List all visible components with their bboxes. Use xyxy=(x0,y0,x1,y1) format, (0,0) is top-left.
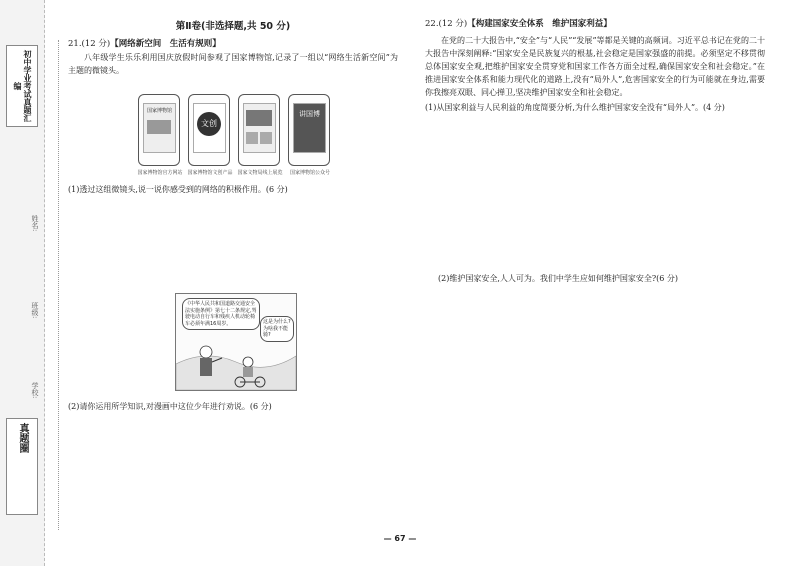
phone-2-screen-text: 文创 xyxy=(197,112,221,136)
cut-line xyxy=(58,40,59,530)
q21-subquestion-2: (2)请你运用所学知识,对漫画中这位少年进行劝说。(6 分) xyxy=(68,402,272,411)
q21-number: 21. xyxy=(68,39,82,49)
cartoon-bubble-right: 这是为什么?为啥我不能骑? xyxy=(260,316,294,342)
phone-2-caption: 国家博物馆文创产品 xyxy=(187,170,233,176)
label-class: 班级: xyxy=(31,302,39,319)
phone-4 xyxy=(288,94,330,176)
phone-4-screen-text: 讲国博 xyxy=(299,110,320,118)
phone-1-caption: 国家博物馆官方网站 xyxy=(137,170,183,176)
q21-heading xyxy=(68,38,398,51)
phone-2 xyxy=(187,94,233,176)
publisher-logo-text-bottom: 真题圈 xyxy=(17,423,28,453)
left-column xyxy=(68,18,398,77)
publisher-logo-text: 初中学业考试真题汇编 xyxy=(13,50,32,122)
q21-intro: 八年级学生乐乐利用国庆放假时间参观了国家博物馆,记录了一组以“网络生活新空间”为主题的微镜头。 xyxy=(68,53,398,75)
q21-subquestion-1: (1)透过这组微镜头,说一说你感受到的网络的积极作用。(6 分) xyxy=(68,185,288,194)
q22-points: (12 分) xyxy=(438,19,468,29)
q21-topic: 【网络新空间 生活有规则】 xyxy=(110,39,221,49)
label-school: 学校: xyxy=(31,382,39,399)
cartoon-bubble-left: 《中华人民共和国道路交通安全法实施条例》第七十二条规定,驾驶电动自行车和残疾人机动轮椅车必须年满16周岁。 xyxy=(182,298,260,330)
section-title: 第Ⅱ卷(非选择题,共 50 分) xyxy=(175,21,291,32)
label-name: 姓名: xyxy=(31,215,39,232)
phone-1 xyxy=(137,94,183,176)
cartoon-illustration xyxy=(175,293,297,391)
q22-number: 22. xyxy=(425,19,439,29)
phone-1-screen-text: 国家博物馆 xyxy=(146,108,172,114)
phone-3-caption: 国家文物局线上展览 xyxy=(237,170,283,176)
phone-4-caption: 国家博物馆公众号 xyxy=(289,170,330,176)
cartoon-drawing xyxy=(176,294,296,390)
q21-points: (12 分) xyxy=(81,39,111,49)
publisher-logo-top xyxy=(6,45,38,127)
q22-topic: 【构建国家安全体系 维护国家利益】 xyxy=(467,19,612,29)
q22-subquestion-1: (1)从国家利益与人民利益的角度简要分析,为什么维护国家安全没有“局外人”。(4 分) xyxy=(425,103,725,112)
publisher-logo-bottom xyxy=(6,418,38,515)
phone-3 xyxy=(237,94,283,176)
q22-subquestion-2: (2)维护国家安全,人人可为。我们中学生应如何维护国家安全?(6 分) xyxy=(438,274,679,283)
phone-gallery xyxy=(138,94,338,184)
q22-intro: 在党的二十大报告中,“安全”与“人民”“发展”等都是关键的高频词。习近平总书记在党的二十大报告中深刻阐释:“国家安全是民族复兴的根基,社会稳定是国家强盛的前提。必须坚定不移贯彻总体国家安全观,把维护国家安全贯穿党和国家工作各方面全过程,确保国家安全和社会稳定。”在推进国家安全体系和能力现代化的道路上,没有“局外人”,危害国家安全的行为可能就在身边,需要你我擦亮双眼、同心掸卫,坚决维护国家安全和社会稳定。 xyxy=(425,36,765,97)
right-column xyxy=(425,18,765,114)
page-number: — 67 — xyxy=(383,534,417,543)
q22-heading xyxy=(425,18,765,31)
